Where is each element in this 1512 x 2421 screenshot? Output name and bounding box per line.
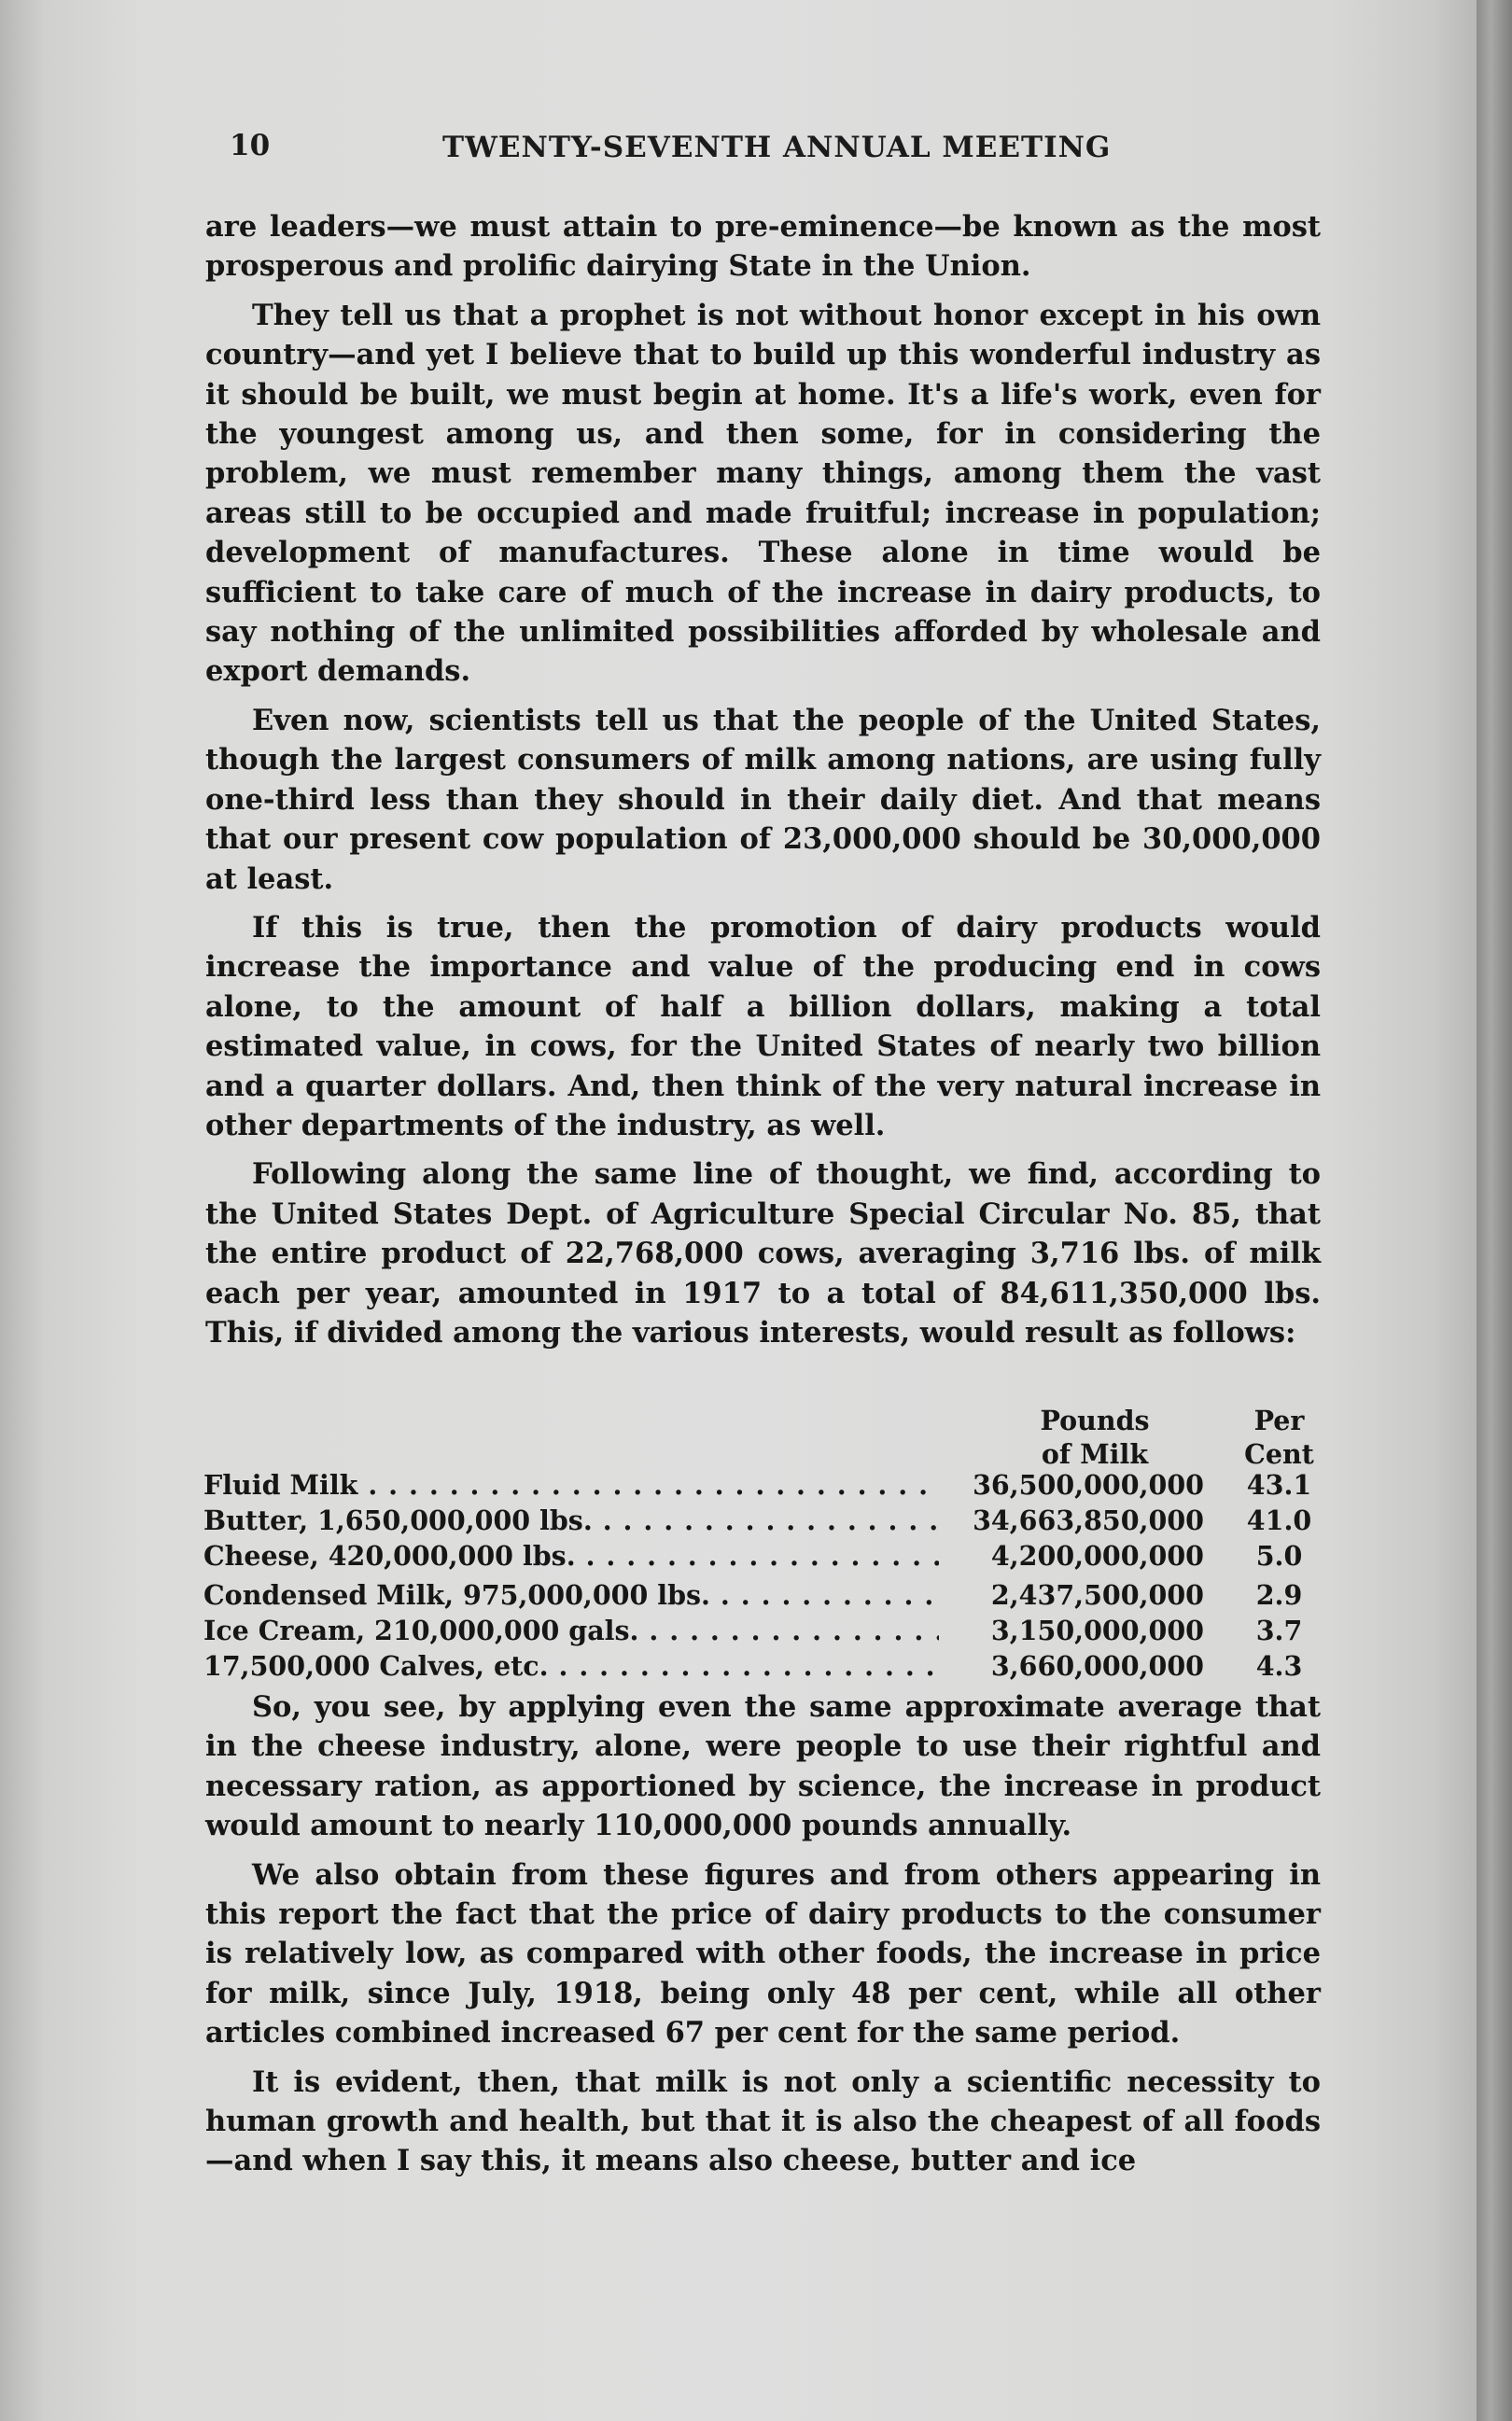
row-label: Condensed Milk, 975,000,000 lbs. . . . (203, 1577, 939, 1613)
row-percent: 3.7 (1255, 1615, 1303, 1646)
row-percent: 41.0 (1246, 1504, 1312, 1536)
body-text-lower (205, 1687, 1321, 2190)
paragraph: Even now, scientists tell us that the people of the United States, though the largest consumers of milk among nations, are using fully one-third less than they should in their daily diet. And that means that our present cow population of 23,000,000 should be 30,000,000 at least. (205, 703, 1321, 896)
table-row (203, 1613, 1328, 1648)
row-label: Ice Cream, 210,000,000 gals. . . . (203, 1613, 939, 1648)
row-pounds: 2,437,500,000 (990, 1579, 1204, 1611)
row-percent: 5.0 (1255, 1540, 1303, 1572)
column-header-text: Cent (1244, 1438, 1314, 1470)
table-row (203, 1538, 1328, 1574)
paragraph: are leaders—we must attain to pre-eminence—be known as the most prosperous and prolific dairying State in the Union. (205, 210, 1321, 284)
table-row (203, 1467, 1328, 1503)
paragraph: So, you see, by applying even the same approximate average that in the cheese industry, alone, were people to use their rightful and necessary ration, as apportioned by science, the increase in product would amount to nearly 110,000,000 pounds annually. (205, 1690, 1321, 1843)
paragraph: Following along the same line of thought, we find, according to the United States Dept. of Agriculture Special Circular No. 85, that the entire product of 22,768,000 cows, averaging 3,716 lbs. of milk each per year, amounted in 1917 to a total of 84,611,350,000 lbs. This, if divided among the various interests, would result as follows: (205, 1157, 1321, 1350)
row-percent: 43.1 (1246, 1469, 1312, 1501)
table-row (203, 1648, 1328, 1684)
body-text-upper (205, 207, 1321, 1362)
table-row (203, 1577, 1328, 1613)
column-header-text: Pounds (1040, 1405, 1150, 1436)
row-pounds: 3,150,000,000 (990, 1615, 1204, 1646)
row-label: Butter, 1,650,000,000 lbs. . . . (203, 1503, 939, 1538)
row-pounds: 36,500,000,000 (973, 1469, 1204, 1501)
column-header-percent (1230, 1404, 1328, 1471)
row-label: 17,500,000 Calves, etc. . . . (203, 1648, 939, 1684)
row-pounds: 4,200,000,000 (990, 1540, 1204, 1572)
row-label: Cheese, 420,000,000 lbs. . . . (203, 1538, 939, 1574)
column-header-pounds (987, 1404, 1202, 1471)
column-header-text: of Milk (1041, 1438, 1149, 1470)
page-edge-shadow (1477, 0, 1512, 2421)
paragraph: They tell us that a prophet is not without honor except in his own country—and yet I believe that to build up this wonderful industry as it should be built, we must begin at home. It's a life's work, even for the youngest among us, and then some, for in considering the problem, we must remember many things, among them the vast areas still to be occupied and made fruitful; increase in population; development of manufactures. These alone in time would be sufficient to take care of much of the increase in dairy products, to say nothing of the unlimited possibilities afforded by wholesale and export demands. (205, 298, 1321, 689)
table-row (203, 1503, 1328, 1538)
milk-distribution-table (203, 1404, 1328, 1682)
paragraph: It is evident, then, that milk is not only a scientific necessity to human growth and health, but that it is also the cheapest of all foods—and when I say this, it means also cheese, butter and ice (205, 2064, 1321, 2178)
page-number: 10 (230, 129, 271, 162)
row-percent: 4.3 (1255, 1650, 1303, 1682)
paragraph: We also obtain from these figures and from others appearing in this report the fact that the price of dairy products to the consumer is relatively low, as compared with other foods, the increase in price for milk, since July, 1918, being only 48 per cent, while all other articles combined increased 67 per cent for the same period. (205, 1857, 1321, 2050)
row-pounds: 34,663,850,000 (973, 1504, 1204, 1536)
page-header (230, 129, 1163, 175)
row-pounds: 3,660,000,000 (990, 1650, 1204, 1682)
column-header-text: Per (1253, 1405, 1305, 1436)
paragraph: If this is true, then the promotion of dairy products would increase the importance and value of the producing end in cows alone, to the amount of half a billion dollars, making a total estimated value, in cows, for the United States of nearly two billion and a quarter dollars. And, then think of the very natural increase in other departments of the industry, as well. (205, 910, 1321, 1142)
running-title: TWENTY-SEVENTH ANNUAL MEETING (442, 131, 1112, 164)
row-label: Fluid Milk . . . (203, 1467, 939, 1503)
row-percent: 2.9 (1255, 1579, 1303, 1611)
